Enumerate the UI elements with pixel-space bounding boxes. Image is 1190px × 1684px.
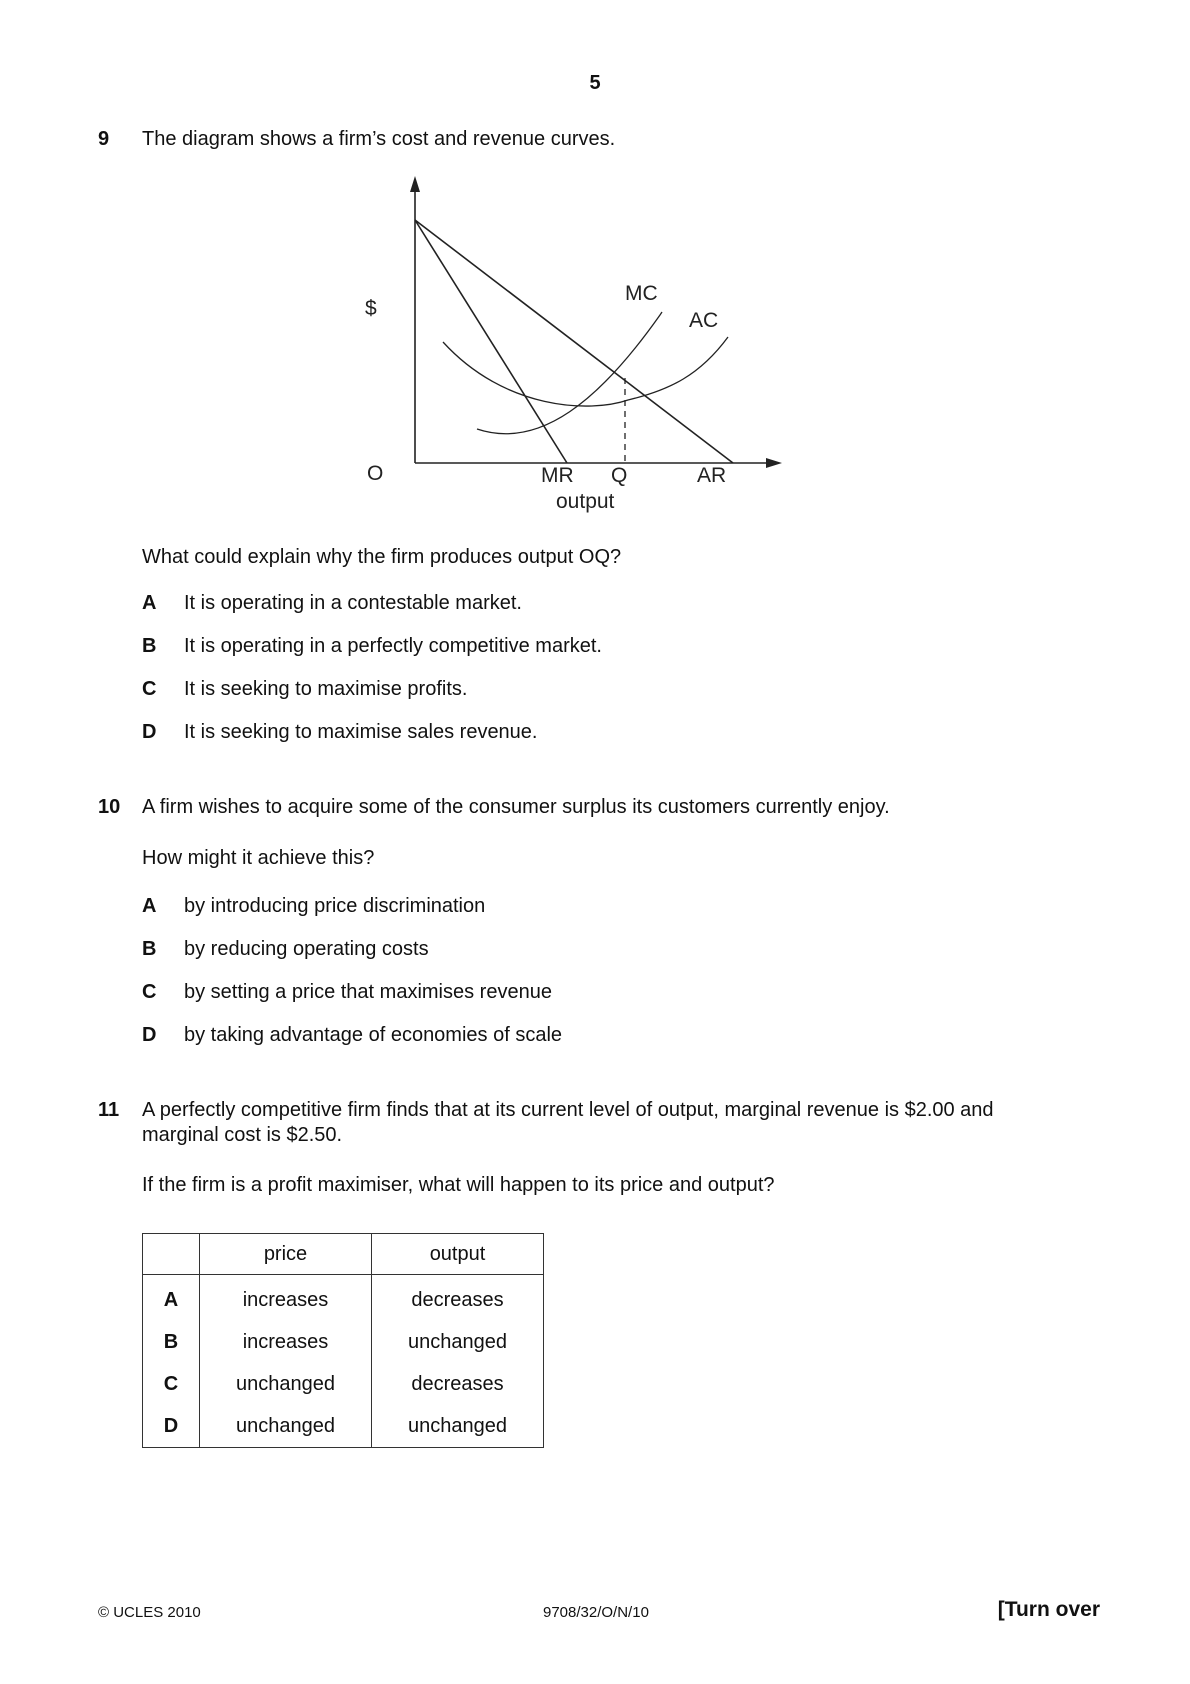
table-row — [143, 1275, 544, 1322]
question-10-stem: A firm wishes to acquire some of the consumer surplus its customers currently enjoy. — [142, 796, 890, 818]
cost-revenue-svg — [365, 170, 810, 520]
x-axis-label: output — [556, 490, 615, 513]
table-header-price: price — [200, 1234, 372, 1275]
question-11-prompt: If the firm is a profit maximiser, what will happen to its price and output? — [142, 1174, 775, 1196]
table-row — [143, 1321, 544, 1363]
turn-over-label: [Turn over — [997, 1598, 1100, 1621]
row-output: unchanged — [372, 1405, 544, 1448]
row-output: decreases — [372, 1363, 544, 1405]
mc-label: MC — [625, 282, 658, 305]
mr-label: MR — [541, 464, 574, 487]
question-10-prompt: How might it achieve this? — [142, 847, 375, 869]
mr-curve — [415, 220, 567, 463]
question-11-stem-line1: A perfectly competitive firm finds that at its current level of output, marginal revenue is $2.00 and — [142, 1099, 994, 1121]
q9-option-b-text: It is operating in a perfectly competitive market. — [184, 635, 602, 657]
row-price: unchanged — [200, 1363, 372, 1405]
q9-option-c-text: It is seeking to maximise profits. — [184, 678, 468, 700]
row-price: increases — [200, 1275, 372, 1322]
page-number: 5 — [589, 72, 601, 94]
origin-label: O — [367, 462, 384, 485]
row-letter: D — [143, 1405, 200, 1448]
row-letter: B — [143, 1321, 200, 1363]
row-output: decreases — [372, 1275, 544, 1322]
question-10-number: 10 — [98, 796, 121, 818]
q10-option-a-letter: A — [142, 895, 157, 917]
q9-option-d-text: It is seeking to maximise sales revenue. — [184, 721, 538, 743]
ac-curve — [443, 337, 728, 406]
q9-option-a-letter: A — [142, 592, 157, 614]
ar-label: AR — [697, 464, 727, 487]
question-9-stem: The diagram shows a firm’s cost and revenue curves. — [142, 128, 616, 150]
q9-option-b-letter: B — [142, 635, 157, 657]
table-header-output: output — [372, 1234, 544, 1275]
ac-label: AC — [689, 309, 719, 332]
q10-option-b-letter: B — [142, 938, 157, 960]
x-axis-arrow — [766, 458, 782, 468]
q10-option-c-letter: C — [142, 981, 157, 1003]
question-11-number: 11 — [98, 1099, 120, 1121]
row-letter: A — [143, 1275, 200, 1322]
q10-option-c-text: by setting a price that maximises revenue — [184, 981, 552, 1003]
table-row — [143, 1405, 544, 1448]
question-9-prompt: What could explain why the firm produces output OQ? — [142, 546, 622, 568]
cost-revenue-diagram — [365, 170, 810, 520]
footer-code: 9708/32/O/N/10 — [543, 1604, 649, 1621]
table-header-row — [143, 1234, 544, 1275]
q9-option-c-letter: C — [142, 678, 157, 700]
row-price: increases — [200, 1321, 372, 1363]
q10-option-a-text: by introducing price discrimination — [184, 895, 486, 917]
row-letter: C — [143, 1363, 200, 1405]
q9-option-a-text: It is operating in a contestable market. — [184, 592, 522, 614]
question-11-stem-line2: marginal cost is $2.50. — [142, 1124, 343, 1146]
y-axis-label: $ — [365, 297, 377, 320]
q10-option-b-text: by reducing operating costs — [184, 938, 429, 960]
q10-option-d-letter: D — [142, 1024, 157, 1046]
mc-curve — [477, 312, 662, 434]
q9-option-d-letter: D — [142, 721, 157, 743]
q-label: Q — [611, 464, 628, 487]
question-9-number: 9 — [98, 128, 110, 150]
table-header-blank — [143, 1234, 200, 1275]
y-axis-arrow — [410, 176, 420, 192]
row-price: unchanged — [200, 1405, 372, 1448]
footer-copyright: © UCLES 2010 — [98, 1604, 201, 1621]
ar-curve — [415, 220, 733, 463]
table-row — [143, 1363, 544, 1405]
q10-option-d-text: by taking advantage of economies of scale — [184, 1024, 563, 1046]
answer-table — [142, 1233, 544, 1448]
row-output: unchanged — [372, 1321, 544, 1363]
